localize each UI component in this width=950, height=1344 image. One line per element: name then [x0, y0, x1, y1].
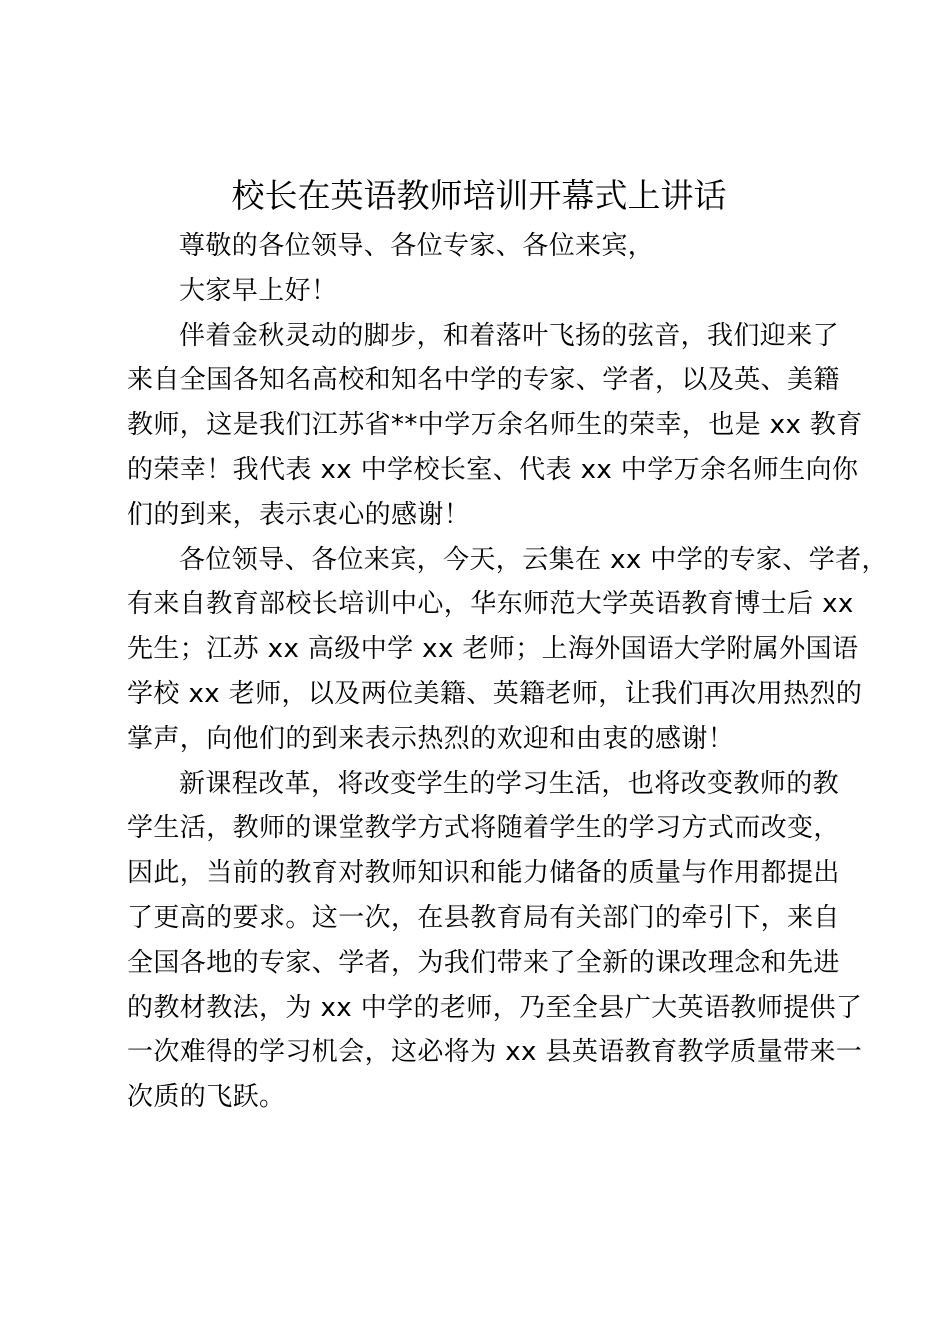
document-title: 校长在英语教师培训开幕式上讲话 [231, 176, 727, 215]
paragraph-line: 先生；江苏 xx 高级中学 xx 老师；上海外国语大学附属外国语 [127, 634, 859, 665]
paragraph-line: 各位领导、各位来宾，今天，云集在 xx 中学的专家、学者， [179, 544, 888, 575]
paragraph-line: 大家早上好！ [179, 275, 338, 306]
document-body [127, 224, 888, 1120]
paragraph-line: 伴着金秋灵动的脚步，和着落叶飞扬的弦音，我们迎来了 [179, 320, 840, 351]
paragraph-line: 掌声，向他们的到来表示热烈的欢迎和由衷的感谢！ [127, 723, 735, 754]
paragraph-line: 教师，这是我们江苏省**中学万余名师生的荣幸，也是 xx 教育 [127, 410, 863, 441]
paragraph-line: 们的到来，表示衷心的感谢！ [127, 499, 471, 530]
paragraph-line: 学校 xx 老师，以及两位美籍、英籍老师，让我们再次用热烈的 [127, 678, 863, 709]
paragraph-line: 次质的飞跃。 [127, 1082, 286, 1113]
paragraph-line: 了更高的要求。这一次，在县教育局有关部门的牵引下，来自 [127, 902, 840, 933]
paragraph-line: 来自全国各知名高校和知名中学的专家、学者，以及英、美籍 [127, 365, 840, 396]
paragraph-line: 的教材教法，为 xx 中学的老师，乃至全县广大英语教师提供了 [127, 992, 863, 1023]
paragraph-line: 尊敬的各位领导、各位专家、各位来宾， [179, 231, 655, 261]
paragraph-line: 的荣幸！我代表 xx 中学校长室、代表 xx 中学万余名师生向你 [127, 454, 859, 485]
paragraph-line: 新课程改革，将改变学生的学习生活，也将改变教师的教 [179, 768, 840, 799]
paragraph-line: 学生活，教师的课堂教学方式将随着学生的学习方式而改变， [127, 813, 840, 844]
paragraph-line: 因此，当前的教育对教师知识和能力储备的质量与作用都提出 [127, 858, 840, 889]
paragraph-line: 全国各地的专家、学者，为我们带来了全新的课改理念和先进 [127, 947, 840, 978]
paragraph-line: 一次难得的学习机会，这必将为 xx 县英语教育教学质量带来一 [127, 1037, 863, 1068]
paragraph-line: 有来自教育部校长培训中心，华东师范大学英语教育博士后 xx [127, 589, 854, 620]
